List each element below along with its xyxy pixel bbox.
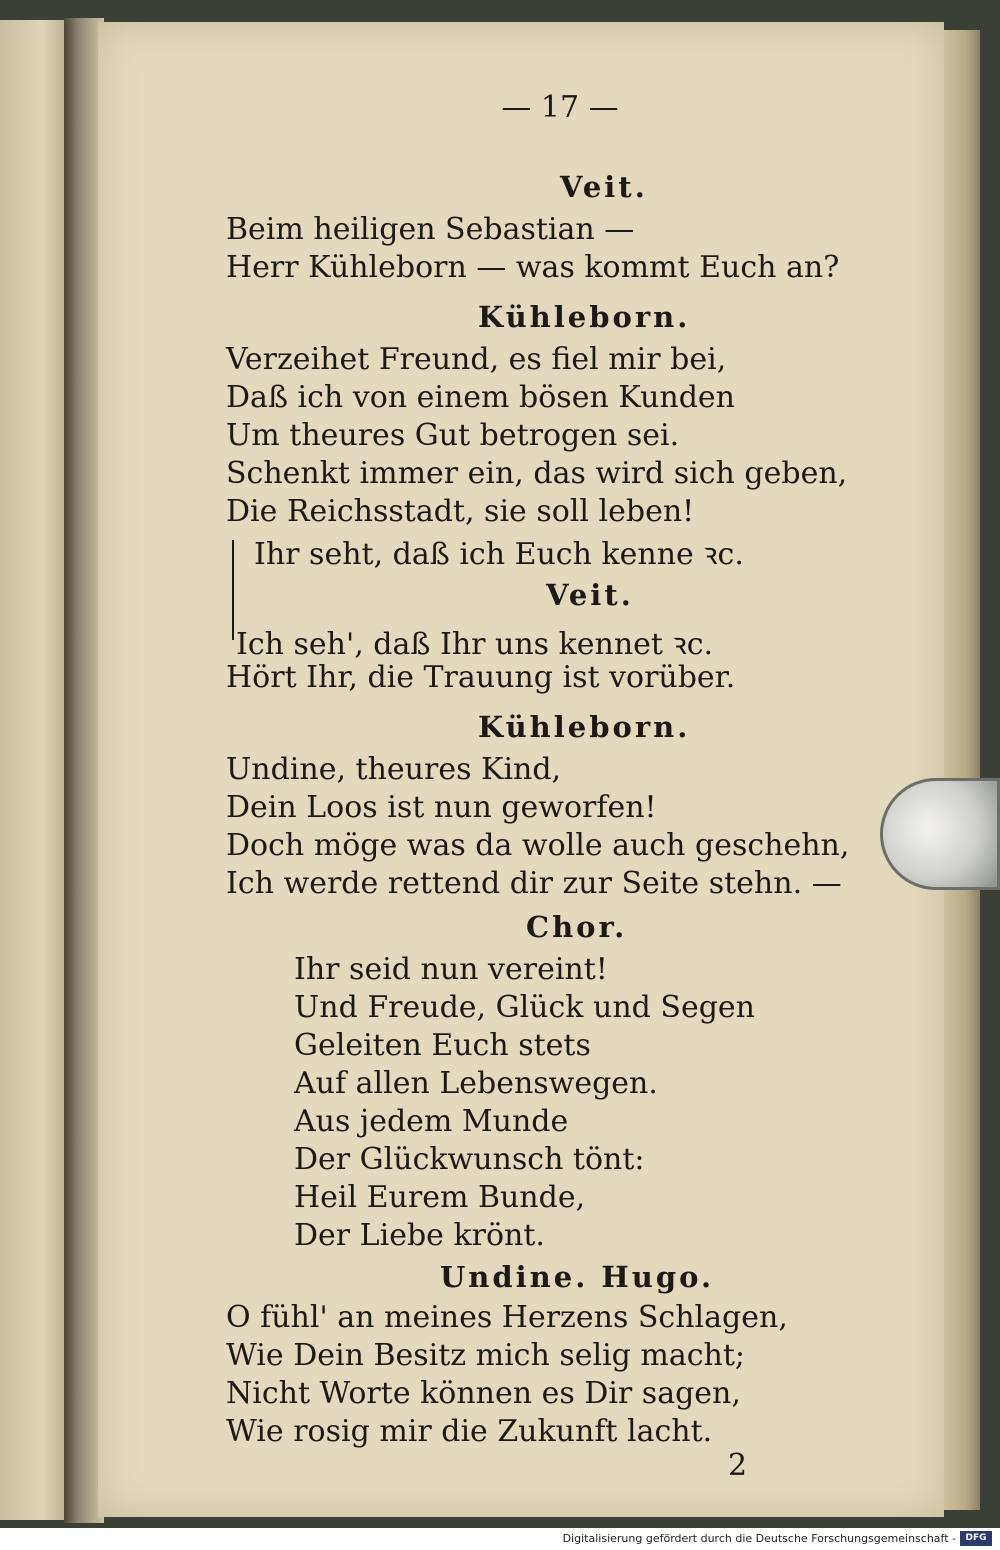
- verse-line: Um theures Gut betrogen sei.: [226, 418, 680, 453]
- verse-line: Verzeihet Freund, es fiel mir bei,: [226, 342, 727, 377]
- dfg-logo: DFG: [960, 1531, 992, 1546]
- verse-line: Wie rosig mir die Zukunft lacht.: [226, 1414, 713, 1449]
- chorus-line: Auf allen Lebenswegen.: [294, 1066, 658, 1101]
- speaker-undine-hugo: Undine. Hugo.: [440, 1260, 715, 1294]
- speaker-kuehleborn: Kühleborn.: [478, 300, 691, 334]
- verse-line: Schenkt immer ein, das wird sich geben,: [226, 456, 848, 491]
- verse-line: Ich werde rettend dir zur Seite stehn. —: [226, 866, 842, 901]
- chorus-line: Der Liebe krönt.: [294, 1218, 545, 1253]
- chorus-line: Heil Eurem Bunde,: [294, 1180, 586, 1215]
- page-stack-edge: [944, 30, 980, 1510]
- page-number: — 17 —: [501, 90, 619, 125]
- speaker-veit: Veit.: [546, 578, 634, 612]
- verse-line: Ihr seht, daß ich Euch kenne ꝛc.: [254, 537, 744, 572]
- verse-line: Dein Loos ist nun geworfen!: [226, 790, 657, 825]
- signature-mark: 2: [728, 1448, 748, 1483]
- verse-line: Undine, theures Kind,: [226, 752, 562, 787]
- left-page-edge: [0, 20, 70, 1520]
- verse-line: Doch möge was da wolle auch geschehn,: [226, 828, 850, 863]
- verse-line: Daß ich von einem bösen Kunden: [226, 380, 735, 415]
- chorus-line: Und Freude, Glück und Segen: [294, 990, 755, 1025]
- verse-line: Nicht Worte können es Dir sagen,: [226, 1376, 741, 1411]
- speaker-kuehleborn: Kühleborn.: [478, 710, 691, 744]
- verse-line: Die Reichsstadt, sie soll leben!: [226, 494, 695, 529]
- verse-line: Hört Ihr, die Trauung ist vorüber.: [226, 660, 736, 695]
- verse-line: Ich seh', daß Ihr uns kennet ꝛc.: [236, 627, 714, 662]
- chorus-line: Ihr seid nun vereint!: [294, 952, 608, 987]
- verse-line: Wie Dein Besitz mich selig macht;: [226, 1338, 746, 1373]
- footer-bar: [0, 1528, 1000, 1550]
- chorus-line: Aus jedem Munde: [294, 1104, 569, 1139]
- speaker-veit: Veit.: [560, 170, 648, 204]
- chorus-line: Geleiten Euch stets: [294, 1028, 591, 1063]
- chorus-line: Der Glückwunsch tönt:: [294, 1142, 645, 1177]
- funding-credit: Digitalisierung gefördert durch die Deutsche Forschungsgemeinschaft -: [562, 1532, 956, 1545]
- verse-line: O fühl' an meines Herzens Schlagen,: [226, 1300, 788, 1335]
- speaker-chor: Chor.: [526, 910, 628, 944]
- verse-line: Beim heiligen Sebastian —: [226, 212, 635, 247]
- verse-line: Herr Kühleborn — was kommt Euch an?: [226, 250, 840, 285]
- glass-page-holder: [880, 778, 1000, 890]
